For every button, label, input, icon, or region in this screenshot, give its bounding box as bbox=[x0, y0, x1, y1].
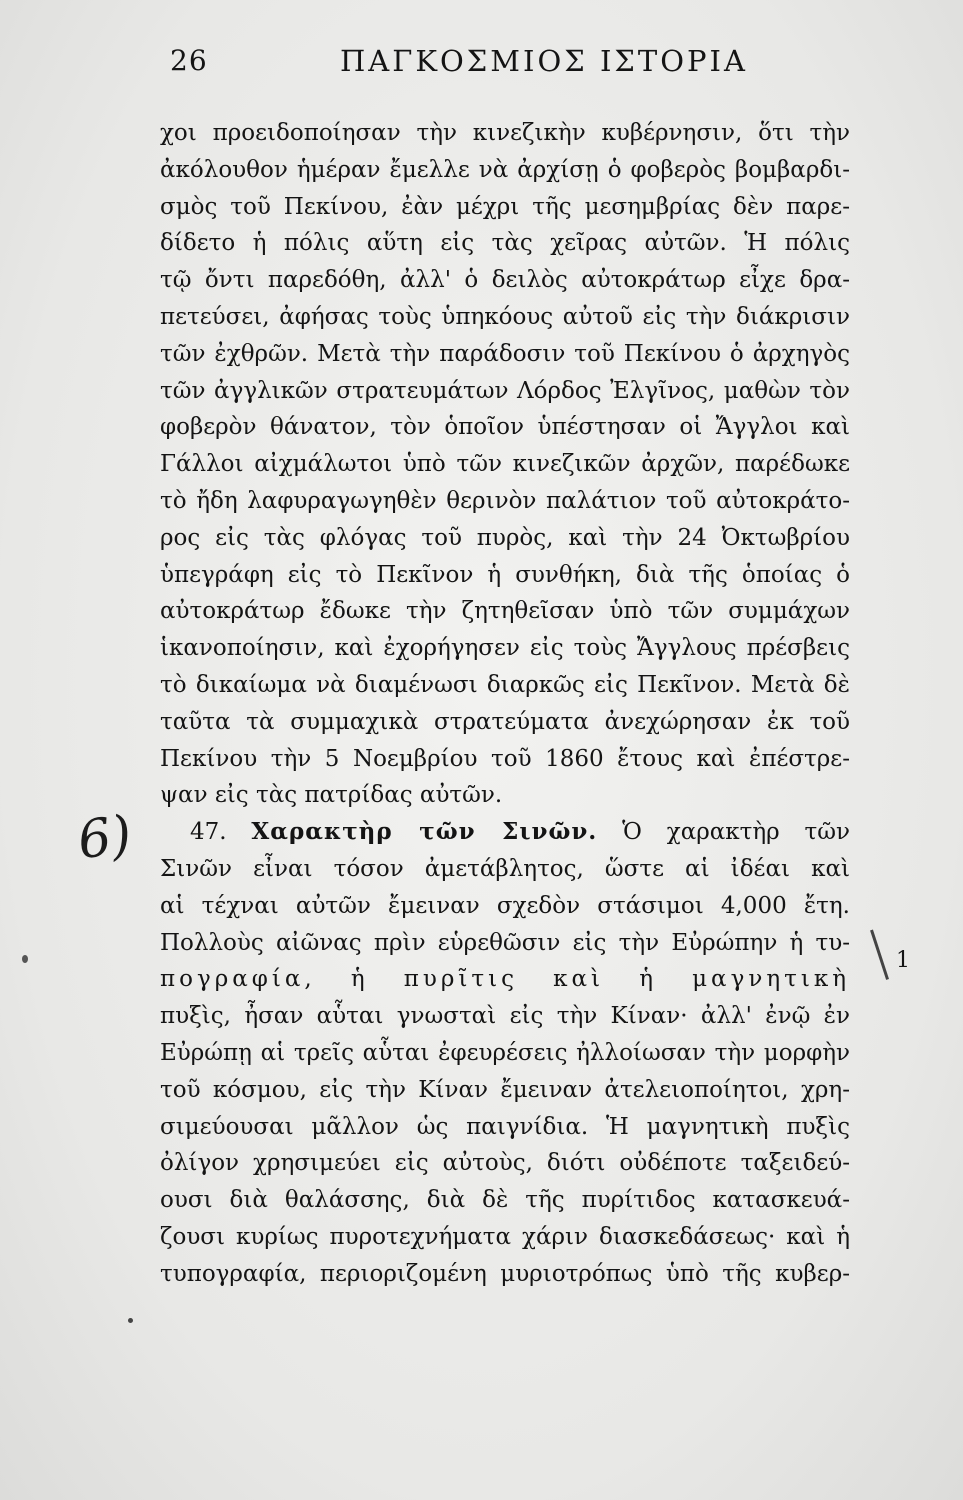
text-line: ὑπεγράφη εἰς τὸ Πεκῖνον ἡ συνθήκη, διὰ τῆς ὁποίας ὁ bbox=[160, 561, 850, 588]
right-margin-annotation bbox=[870, 930, 920, 990]
text-line: τῶν ἐχθρῶν. Μετὰ τὴν παράδοσιν τοῦ Πεκίνου ὁ ἀρχηγὸς bbox=[160, 340, 850, 367]
text-line: ψαν εἰς τὰς πατρίδας αὐτῶν. bbox=[160, 782, 503, 809]
text-line: ταῦτα τὰ συμμαχικὰ στρατεύματα ἀνεχώρησαν ἐκ τοῦ bbox=[160, 708, 850, 735]
section-heading-continuation: Ὁ χαρακτὴρ τῶν bbox=[622, 819, 850, 846]
text-line: χοι προειδοποίησαν τὴν κινεζικὴν κυβέρνησιν, ὅτι τὴν bbox=[160, 120, 850, 146]
text-line: αὐτοκράτωρ ἔδωκε τὴν ζητηθεῖσαν ὑπὸ τῶν συμμάχων bbox=[160, 598, 850, 625]
text-line: Σινῶν εἶναι τόσον ἀμετάβλητος, ὥστε αἱ ἰδέαι καὶ bbox=[160, 855, 850, 882]
text-line: ρος εἰς τὰς φλόγας τοῦ πυρὸς, καὶ τὴν 24 Ὀκτωβρίου bbox=[160, 524, 850, 551]
text-line: τὸ ἤδη λαφυραγωγηθὲν θερινὸν παλάτιον τοῦ αὐτοκράτο- bbox=[160, 487, 850, 514]
text-line: πυξὶς, ἦσαν αὗται γνωσταὶ εἰς τὴν Κίναν· ἀλλ' ἐνῷ ἐν bbox=[160, 1003, 850, 1030]
margin-digit: 1 bbox=[896, 948, 910, 973]
section-heading-line bbox=[160, 814, 850, 851]
text-line: τυπογραφία, περιοριζομένη μυριοτρόπως ὑπὸ τῆς κυβερ- bbox=[160, 1260, 850, 1287]
page-number: 26 bbox=[170, 44, 208, 77]
text-line: Εὐρώπῃ αἱ τρεῖς αὗται ἐφευρέσεις ἠλλοίωσαν τὴν μορφὴν bbox=[160, 1039, 850, 1066]
text-line: τῶν ἀγγλικῶν στρατευμάτων Λόρδος Ἐλγῖνος, μαθὼν τὸν bbox=[160, 377, 850, 404]
text-line: σμὸς τοῦ Πεκίνου, ἐὰν μέχρι τῆς μεσημβρίας δὲν παρε- bbox=[160, 193, 850, 220]
text-line: Πεκίνου τὴν 5 Νοεμβρίου τοῦ 1860 ἔτους καὶ ἐπέστρε- bbox=[160, 745, 850, 772]
section-number: 47. bbox=[190, 819, 227, 846]
text-line: τοῦ κόσμου, εἰς τὴν Κίναν ἔμειναν ἀτελειοποίητοι, χρη- bbox=[160, 1076, 850, 1103]
text-line: φοβερὸν θάνατον, τὸν ὁποῖον ὑπέστησαν οἱ Ἄγγλοι καὶ bbox=[160, 414, 850, 441]
page-speck bbox=[128, 1318, 133, 1323]
text-line: πετεύσει, ἀφήσας τοὺς ὑπηκόους αὐτοῦ εἰς τὴν διάκρισιν bbox=[160, 303, 850, 330]
text-line: δίδετο ἡ πόλις αὕτη εἰς τὰς χεῖρας αὐτῶν. Ἡ πόλις bbox=[160, 230, 850, 257]
running-title: ΠΑΓΚΟΣΜΙΟΣ ΙΣΤΟΡΙΑ bbox=[340, 44, 748, 78]
text-line: ὀλίγον χρησιμεύει εἰς αὐτοὺς, διότι οὐδέποτε ταξειδεύ- bbox=[160, 1150, 850, 1177]
page-header bbox=[160, 40, 850, 90]
text-line: Πολλοὺς αἰῶνας πρὶν εὑρεθῶσιν εἰς τὴν Εὐρώπην ἡ τυ- bbox=[160, 929, 850, 956]
text-line: τὸ δικαίωμα νὰ διαμένωσι διαρκῶς εἰς Πεκῖνον. Μετὰ δὲ bbox=[160, 671, 850, 698]
text-line: ουσι διὰ θαλάσσης, διὰ δὲ τῆς πυρίτιδος κατασκευά- bbox=[160, 1187, 850, 1214]
section-heading: Χαρακτὴρ τῶν Σινῶν. bbox=[251, 818, 598, 846]
text-line: τῷ ὄντι παρεδόθη, ἀλλ' ὁ δειλὸς αὐτοκράτωρ εἶχε δρα- bbox=[160, 267, 850, 294]
text-line: αἱ τέχναι αὐτῶν ἔμειναν σχεδὸν στάσιμοι 4,000 ἔτη. bbox=[160, 892, 850, 919]
margin-stroke bbox=[870, 930, 889, 980]
text-line: ζουσι κυρίως πυροτεχνήματα χάριν διασκεδάσεως· καὶ ἡ bbox=[160, 1223, 850, 1250]
handwritten-margin-mark: 6) bbox=[74, 804, 136, 872]
body-text bbox=[160, 115, 850, 1293]
page-speck bbox=[22, 955, 28, 963]
text-line: ἀκόλουθον ἡμέραν ἔμελλε νὰ ἀρχίσῃ ὁ φοβερὸς βομβαρδι- bbox=[160, 156, 850, 183]
text-line: σιμεύουσαι μᾶλλον ὡς παιγνίδια. Ἡ μαγνητικὴ πυξὶς bbox=[160, 1113, 850, 1140]
text-line: Γάλλοι αἰχμάλωτοι ὑπὸ τῶν κινεζικῶν ἀρχῶν, παρέδωκε bbox=[160, 451, 850, 478]
text-line: ἱκανοποίησιν, καὶ ἐχορήγησεν εἰς τοὺς Ἄγγλους πρέσβεις bbox=[160, 635, 850, 662]
text-line: πογραφία, ἡ πυρῖτις καὶ ἡ μαγνητικὴ bbox=[160, 966, 850, 993]
